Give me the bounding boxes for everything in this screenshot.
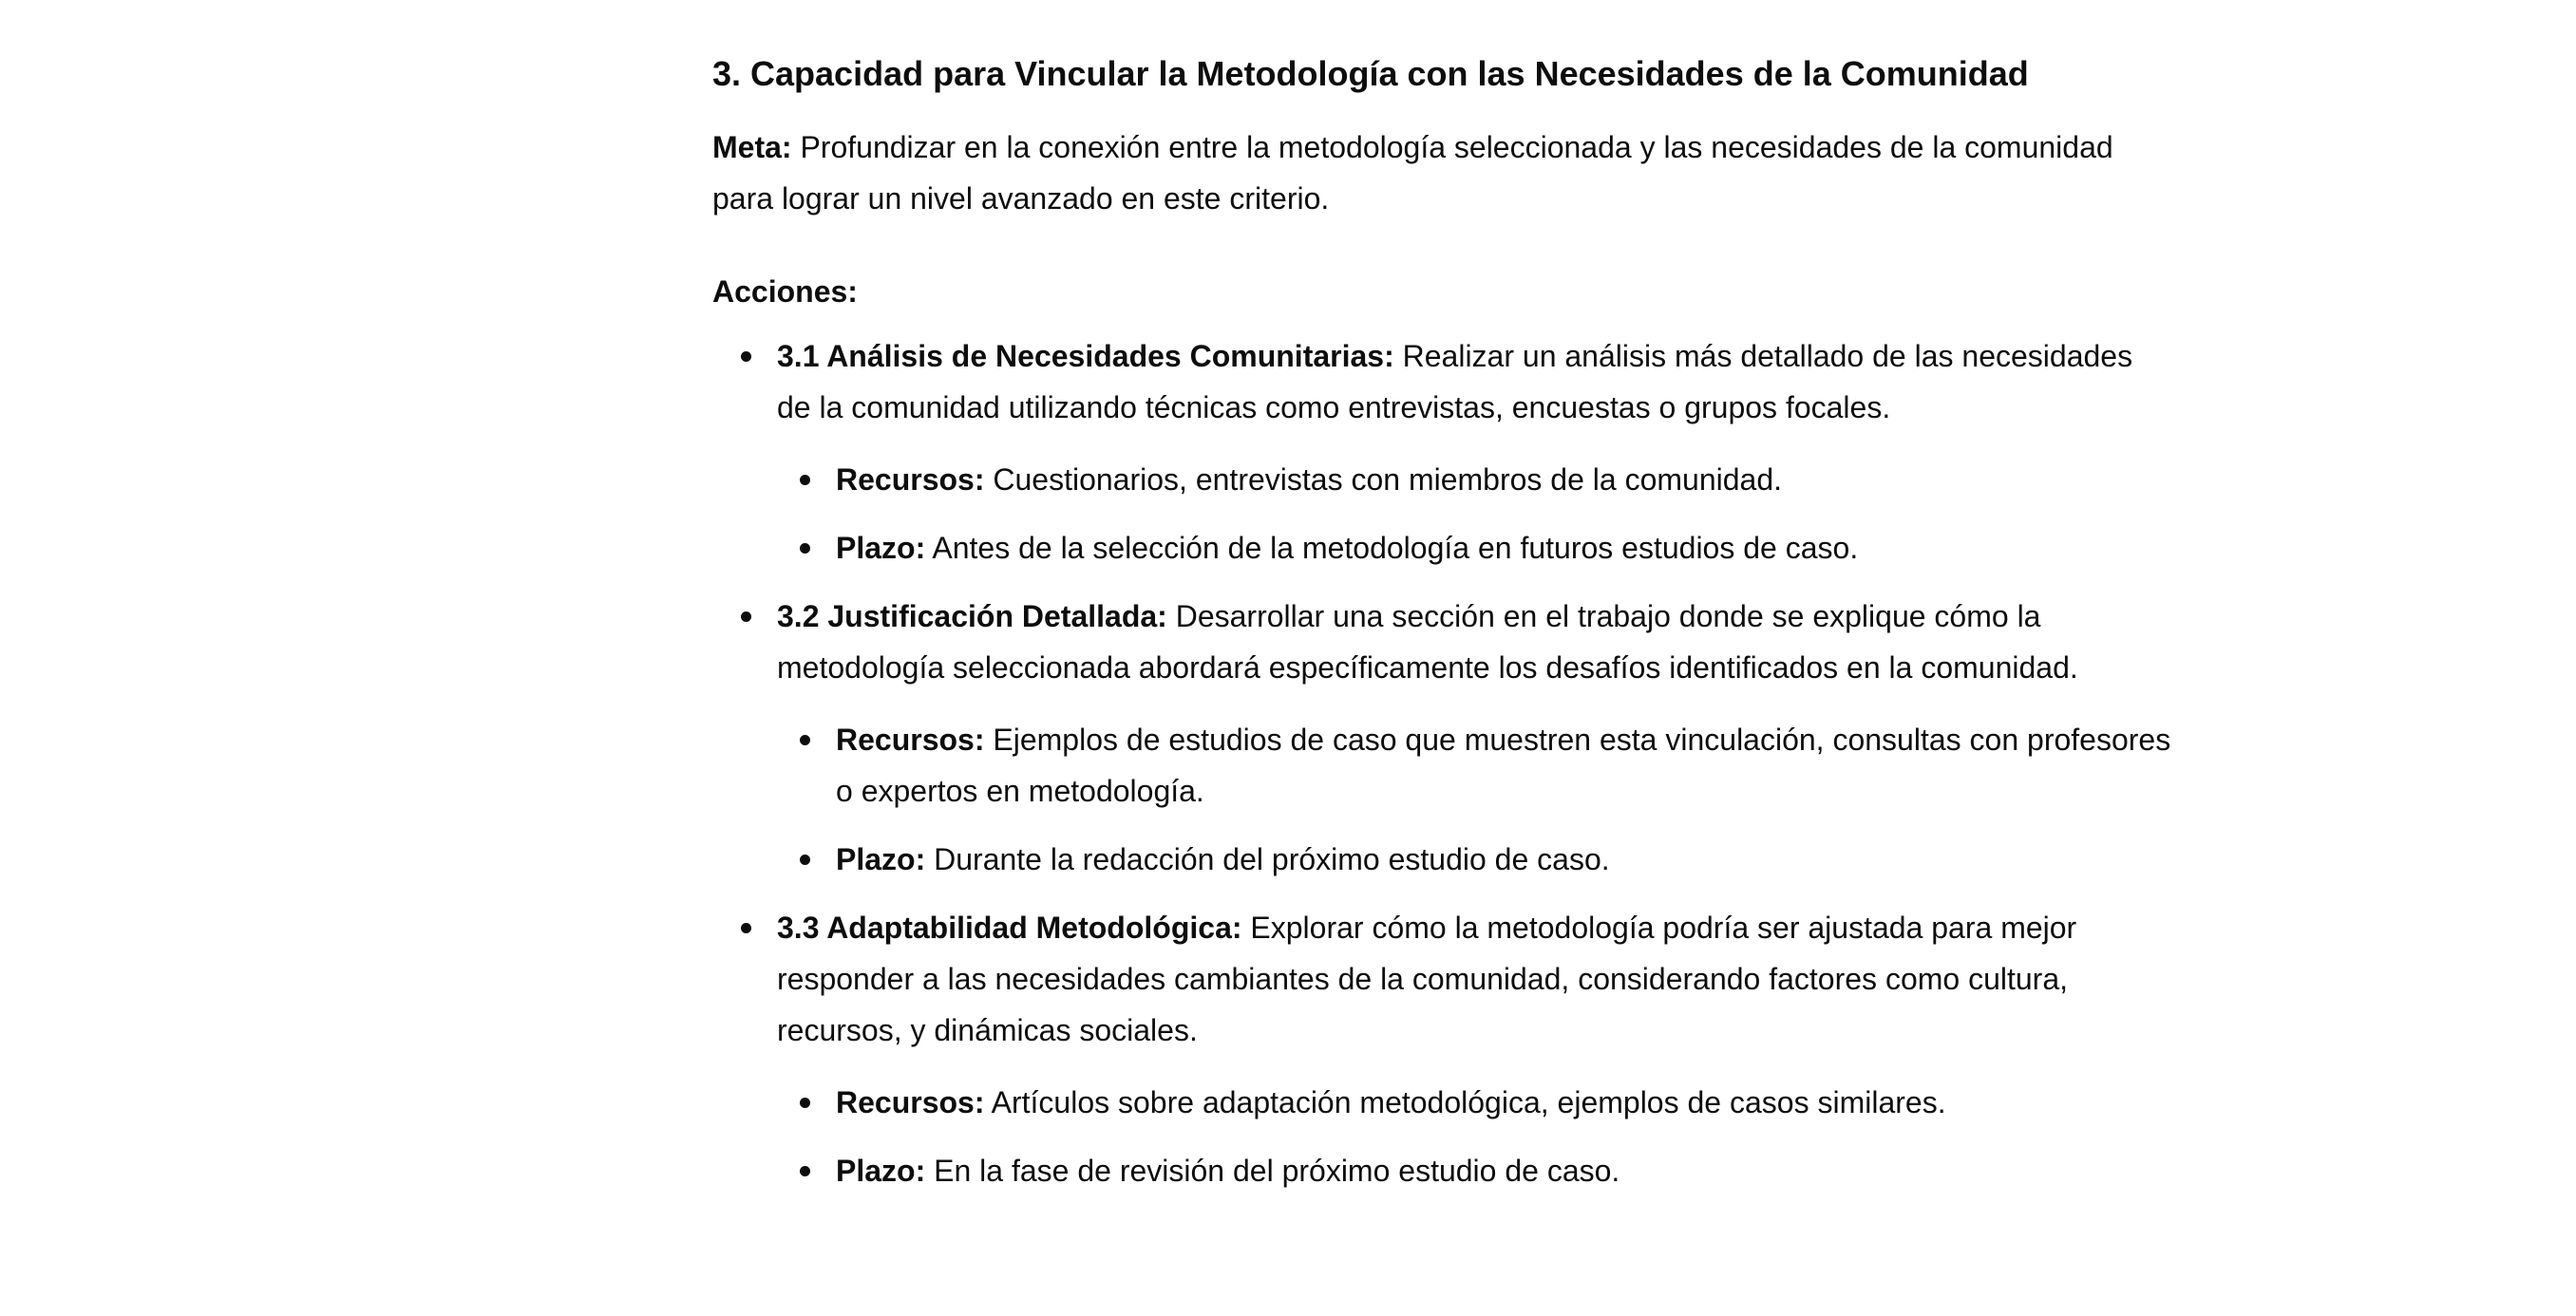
- sub-list: [777, 714, 2171, 885]
- list-item: Plazo: Durante la redacción del próximo estudio de caso.: [836, 834, 2171, 885]
- list-item: [777, 591, 2171, 885]
- list-item-text: 3.2 Justificación Detallada: Desarrollar una sección en el trabajo donde se explique cómo la metodología seleccionada abordará específicamente los desafíos identificados en la comunidad.: [777, 599, 2078, 685]
- list-item: Recursos: Cuestionarios, entrevistas con miembros de la comunidad.: [836, 454, 2171, 505]
- list-item-lead: 3.1 Análisis de Necesidades Comunitarias:: [777, 339, 1394, 373]
- list-item-lead: Recursos:: [836, 462, 985, 497]
- actions-list: [712, 330, 2171, 1196]
- list-item-text: 3.3 Adaptabilidad Metodológica: Explorar cómo la metodología podría ser ajustada para mejor responder a las necesidades cambiantes de la comunidad, considerando factores como cultura, recursos, y dinámicas sociales.: [777, 911, 2077, 1047]
- document-content: [712, 46, 2171, 1213]
- list-item: Plazo: Antes de la selección de la metodología en futuros estudios de caso.: [836, 522, 2171, 573]
- list-item-lead: 3.2 Justificación Detallada:: [777, 599, 1167, 633]
- meta-paragraph: [712, 122, 2171, 224]
- list-item: [777, 902, 2171, 1196]
- actions-label: Acciones:: [712, 274, 858, 309]
- list-item-lead: Plazo:: [836, 1154, 926, 1188]
- section-heading: 3. Capacidad para Vincular la Metodología con las Necesidades de la Comunidad: [712, 54, 2029, 93]
- list-item-lead: 3.3 Adaptabilidad Metodológica:: [777, 911, 1242, 945]
- meta-label: Meta:: [712, 130, 792, 164]
- list-item-lead: Plazo:: [836, 842, 926, 876]
- list-item-lead: Recursos:: [836, 1085, 985, 1119]
- list-item-lead: Recursos:: [836, 723, 985, 757]
- list-item: Recursos: Ejemplos de estudios de caso que muestren esta vinculación, consultas con profesores o expertos en metodología.: [836, 714, 2171, 817]
- list-item: Recursos: Artículos sobre adaptación metodológica, ejemplos de casos similares.: [836, 1077, 2171, 1128]
- meta-text: Profundizar en la conexión entre la metodología seleccionada y las necesidades de la comunidad para lograr un nivel avanzado en este criterio.: [712, 130, 2113, 216]
- sub-list: [777, 1077, 2171, 1196]
- list-item-lead: Plazo:: [836, 531, 926, 565]
- list-item: [777, 330, 2171, 573]
- sub-list: [777, 454, 2171, 573]
- list-item-text: 3.1 Análisis de Necesidades Comunitarias: Realizar un análisis más detallado de las necesidades de la comunidad utilizando técnicas como entrevistas, encuestas o grupos focales.: [777, 339, 2133, 424]
- list-item: Plazo: En la fase de revisión del próximo estudio de caso.: [836, 1145, 2171, 1196]
